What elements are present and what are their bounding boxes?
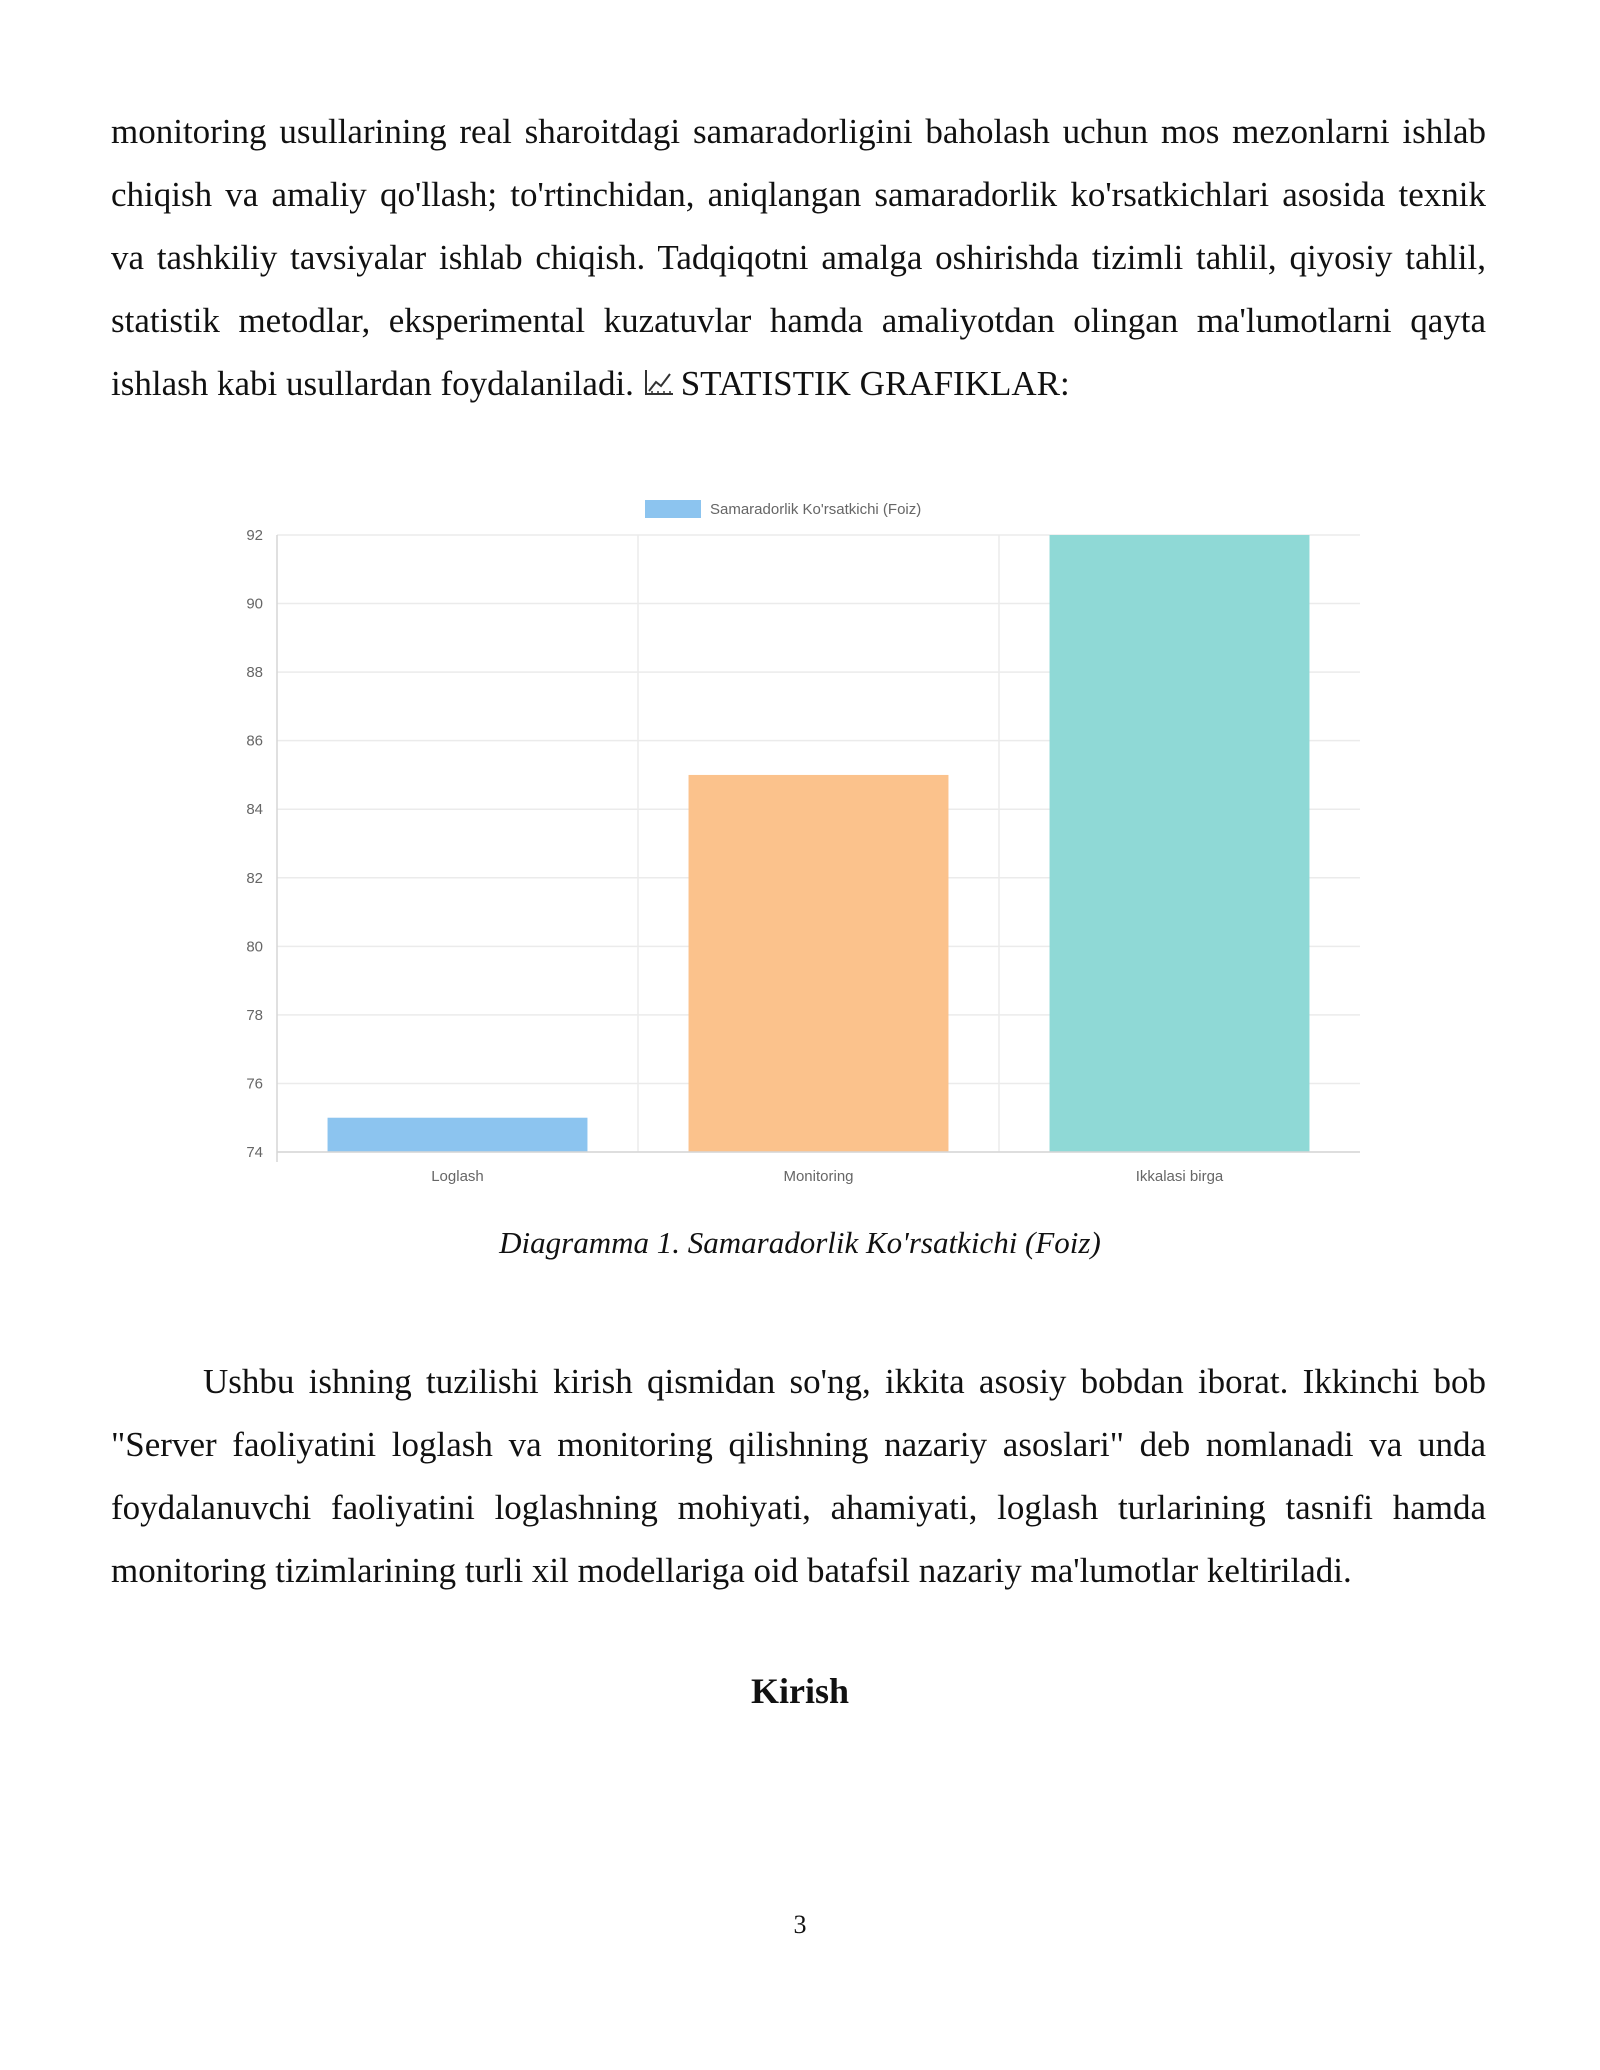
y-tick-label: 76 <box>246 1075 263 1093</box>
legend <box>645 500 921 518</box>
y-tick-label: 92 <box>246 527 263 544</box>
x-tick-label: Ikkalasi birga <box>1135 1168 1224 1185</box>
intro-paragraph-text: monitoring usullarining real sharoitdagi samaradorligini baholash uchun mos mezonlarni ishlab chiqish va amaliy qo'llash; to'rtinchidan, aniqlangan samaradorlik ko'rsatkichlari asosida texnik va tashkiliy tavsiyalar ishlab chiqish. Tadqiqotni amalga oshirishda tizimli tahlil, qiyosiy tahlil, statistik metodlar, eksperimental kuzatuvlar hamda amaliyotdan olingan ma'lumotlarni qayta ishlash kabi usullardan foydalaniladi. <box>111 112 1486 403</box>
y-tick-label: 88 <box>246 664 263 682</box>
intro-paragraph <box>111 100 1486 415</box>
y-tick-label: 80 <box>246 938 263 956</box>
bar-monitoring <box>689 775 949 1152</box>
statistics-heading: STATISTIK GRAFIKLAR: <box>680 364 1070 403</box>
y-tick-label: 82 <box>246 869 263 887</box>
section-heading: Kirish <box>750 1671 849 1711</box>
figure-caption: Diagramma 1. Samaradorlik Ko'rsatkichi (Foiz) <box>499 1225 1101 1260</box>
y-tick-label: 78 <box>246 1006 263 1024</box>
legend-swatch <box>645 500 701 518</box>
bar-ikkalasi-birga <box>1050 535 1310 1152</box>
y-tick-label: 90 <box>246 595 263 613</box>
bar-chart-svg <box>220 490 1380 1210</box>
bar-loglash <box>328 1118 588 1152</box>
x-tick-label: Loglash <box>431 1168 484 1185</box>
bar-chart <box>220 490 1380 1210</box>
structure-paragraph: Ushbu ishning tuzilishi kirish qismidan so'ng, ikkita asosiy bobdan iborat. Ikkinchi bob "Server faoliyatini loglash va monitoring qilishning nazariy asoslari" deb nomlanadi va unda foydalanuvchi faoliyatini loglashning mohiyati, ahamiyati, loglash turlarining tasnifi hamda monitoring tizimlarining turli xil modellariga oid batafsil nazariy ma'lumotlar keltiriladi. <box>111 1362 1486 1590</box>
y-tick-label: 86 <box>246 732 263 750</box>
y-tick-label: 74 <box>246 1144 263 1161</box>
y-tick-label: 84 <box>246 801 263 819</box>
legend-label: Samaradorlik Ko'rsatkichi (Foiz) <box>710 501 922 518</box>
x-tick-label: Monitoring <box>783 1168 854 1185</box>
bars <box>328 535 1310 1152</box>
page-number: 3 <box>793 1910 807 1939</box>
chart-increasing-icon <box>643 367 675 397</box>
